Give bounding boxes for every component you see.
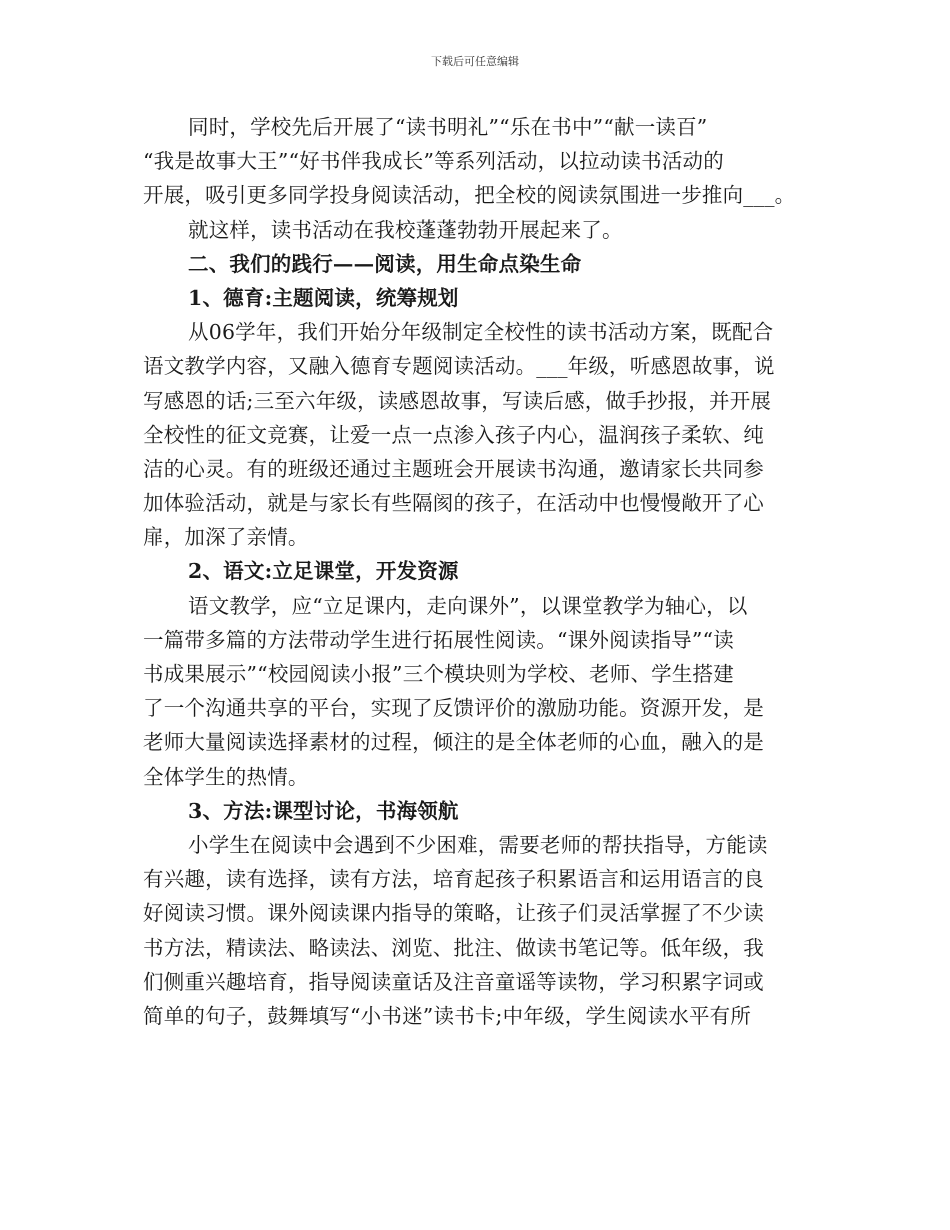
text-line: 语文教学内容，又融入德育专题阅读活动。___年级，听感恩故事，说 bbox=[143, 354, 775, 379]
text-line: 好阅读习惯。课外阅读课内指导的策略，让孩子们灵活掌握了不少读 bbox=[143, 901, 764, 926]
document-body bbox=[143, 110, 823, 1033]
text-line: 写感恩的话;三至六年级，读感恩故事，写读后感，做手抄报，并开展 bbox=[143, 388, 772, 413]
text-line: 书方法，精读法、略读法、浏览、批注、做读书笔记等。低年级，我 bbox=[143, 935, 764, 960]
text-line: 扉，加深了亲情。 bbox=[143, 525, 309, 550]
text-line: 有兴趣，读有选择，读有方法，培育起孩子积累语言和运用语言的良 bbox=[143, 867, 764, 892]
text-line: 一篇带多篇的方法带动学生进行拓展性阅读。“课外阅读指导”“读 bbox=[143, 627, 734, 652]
text-line: 就这样，读书活动在我校蓬蓬勃勃开展起来了。 bbox=[188, 217, 623, 242]
text-line: 们侧重兴趣培育，指导阅读童话及注音童谣等读物，学习积累字词或 bbox=[143, 969, 764, 994]
text-line: 从06学年，我们开始分年级制定全校性的读书活动方案，既配合 bbox=[188, 320, 774, 345]
text-line: 全校性的征文竞赛，让爱一点一点渗入孩子内心，温润孩子柔软、纯 bbox=[143, 422, 764, 447]
text-line: 全体学生的热情。 bbox=[143, 764, 309, 789]
page-header: 下载后可任意编辑 bbox=[431, 55, 519, 68]
text-line: “我是故事大王”“好书伴我成长”等系列活动，以拉动读书活动的 bbox=[143, 149, 724, 174]
section-heading: 2、语文:立足课堂，开发资源 bbox=[188, 559, 459, 584]
text-line: 书成果展示”“校园阅读小报”三个模块则为学校、老师、学生搭建 bbox=[143, 662, 734, 686]
text-line: 同时，学校先后开展了“读书明礼”“乐在书中”“献一读百” bbox=[188, 115, 708, 139]
text-line: 小学生在阅读中会遇到不少困难，需要老师的帮扶指导，方能读 bbox=[188, 832, 768, 857]
text-line: 语文教学，应“立足课内，走向课外”，以课堂教学为轴心，以 bbox=[188, 593, 748, 618]
text-line: 简单的句子，鼓舞填写“小书迷”读书卡;中年级，学生阅读水平有所 bbox=[143, 1003, 752, 1028]
section-heading: 二、我们的践行——阅读，用生命点染生命 bbox=[188, 251, 582, 276]
section-heading: 3、方法:课型讨论，书海领航 bbox=[188, 798, 459, 823]
text-line: 开展，吸引更多同学投身阅读活动，把全校的阅读氛围进一步推向___。 bbox=[143, 183, 796, 208]
text-line: 洁的心灵。有的班级还通过主题班会开展读书沟通，邀请家长共同参 bbox=[143, 456, 764, 481]
text-line: 老师大量阅读选择素材的过程，倾注的是全体老师的心血，融入的是 bbox=[143, 730, 764, 755]
text-line: 了一个沟通共享的平台，实现了反馈评价的激励功能。资源开发，是 bbox=[143, 696, 764, 721]
text-line: 加体验活动，就是与家长有些隔阂的孩子，在活动中也慢慢敞开了心 bbox=[143, 491, 764, 516]
section-heading: 1、德育:主题阅读，统筹规划 bbox=[188, 285, 459, 310]
